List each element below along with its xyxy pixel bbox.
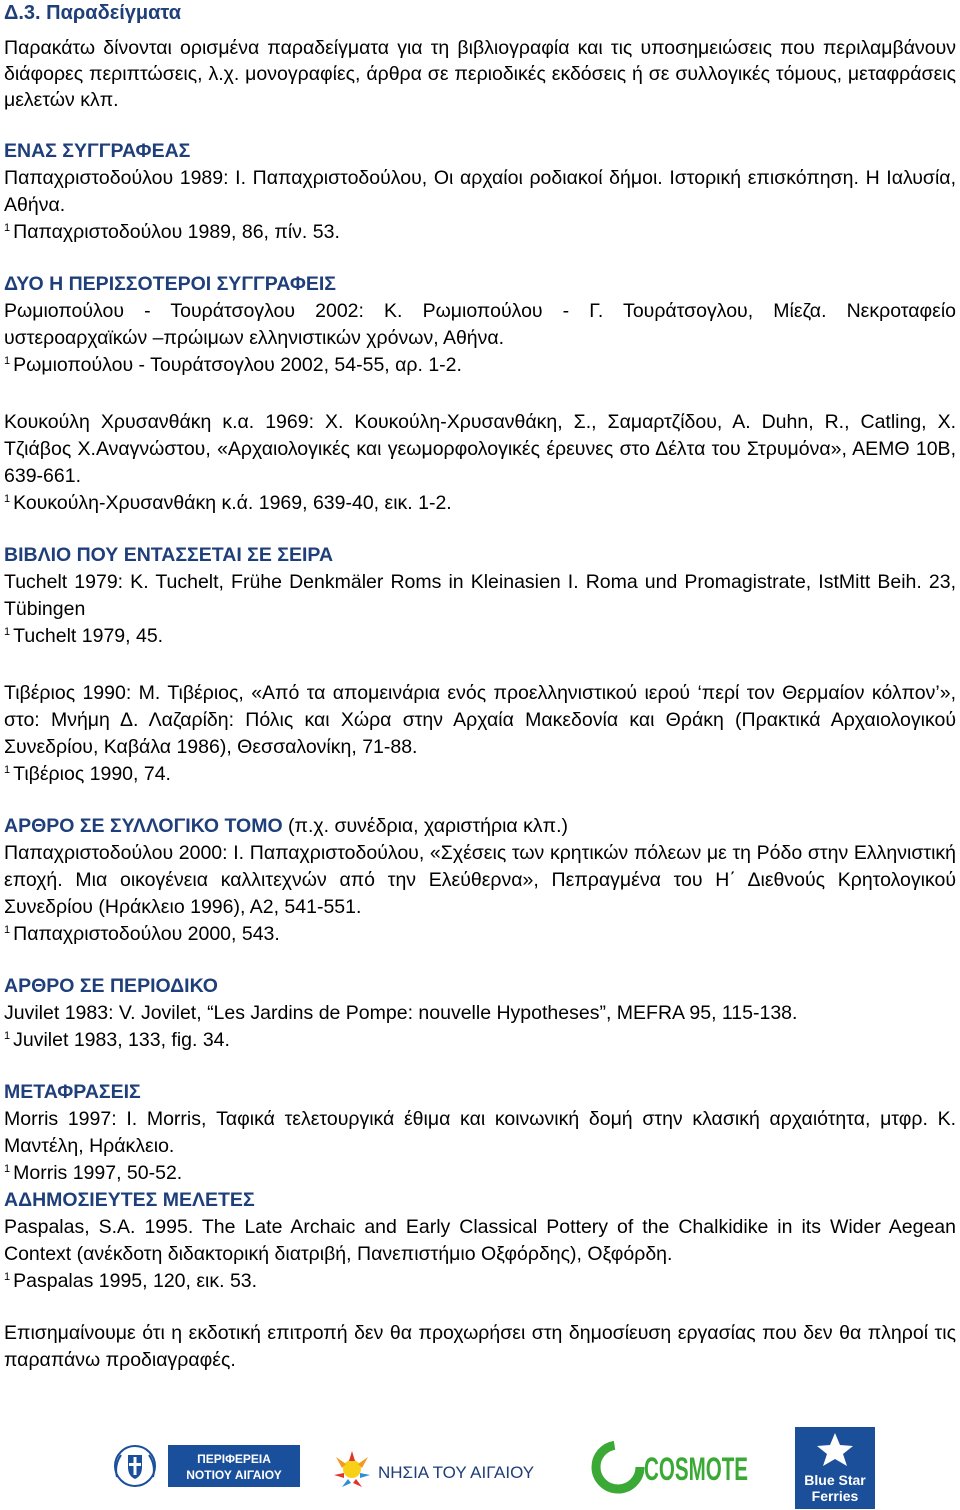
section-heading: ΜΕΤΑΦΡΑΣΕΙΣ — [4, 1081, 141, 1103]
footnote-text: Tuchelt 1979, 45. — [13, 625, 164, 647]
document-body — [4, 0, 956, 1374]
footnote-example — [4, 921, 956, 948]
section-heading: ΔΥΟ Η ΠΕΡΙΣΣΟΤΕΡΟΙ ΣΥΓΓΡΑΦΕΙΣ — [4, 273, 337, 295]
footnote-example — [4, 352, 956, 379]
logo-blue-star-ferries — [795, 1427, 875, 1509]
footnote-mark: 1 — [4, 1030, 11, 1042]
section-unpublished — [4, 1187, 956, 1295]
sponsor-logos — [0, 1425, 960, 1510]
footnote-mark: 1 — [4, 1271, 11, 1283]
section-heading: ΑΔΗΜΟΣΙΕΥΤΕΣ ΜΕΛΕΤΕΣ — [4, 1189, 255, 1211]
logo-line1: Blue Star — [804, 1472, 866, 1488]
page-title: Δ.3. Παραδείγματα — [4, 2, 182, 24]
footnote-mark: 1 — [4, 355, 11, 367]
bibliography-entry: Tuchelt 1979: K. Tuchelt, Frühe Denkmäler Roms in Kleinasien I. Roma und Promagistrate, IstMitt Beih. 23, Tübingen — [4, 571, 956, 620]
section-heading-line — [4, 813, 956, 840]
footnote-example — [4, 1160, 956, 1187]
logo-nisia-tou-aigaiou — [330, 1437, 535, 1497]
section-one-author — [4, 138, 956, 246]
bibliography-entry: Κουκούλη Χρυσανθάκη κ.α. 1969: Χ. Κουκούλη-Χρυσανθάκη, Σ., Σαμαρτζίδου, Α. Duhn, R., Catling, Χ. Τζιάβος Χ.Αναγνώστου, «Αρχαιολογικές και γεωμορφολογικές έρευνες στο Δέλτα του Στρυμόνα», ΑΕΜΘ 10Β, 639-661. — [4, 411, 956, 487]
logo-periferia-notiou-aigaiou — [100, 1437, 330, 1495]
intro-paragraph: Παρακάτω δίνονται ορισμένα παραδείγματα για τη βιβλιογραφία και τις υποσημειώσεις που περιλαμβάνουν διάφορες περιπτώσεις, λ.χ. μονογραφίες, άρθρα σε περιοδικές εκδόσεις ή σε συλλογικές τόμους, μεταφράσεις μελετών κλπ. — [4, 37, 956, 111]
logo-cosmote — [590, 1435, 750, 1500]
section-translations — [4, 1079, 956, 1187]
footnote-text: Morris 1997, 50-52. — [13, 1162, 183, 1184]
footnote-mark: 1 — [4, 222, 11, 234]
bibliography-entry: Paspalas, S.A. 1995. The Late Archaic and Early Classical Pottery of the Chalkidike in its Wider Aegean Context (ανέκδοτη διδακτορική διατριβή, Πανεπιστήμιο Οξφόρδης), Οξφόρδη. — [4, 1216, 956, 1265]
footnote-mark: 1 — [4, 626, 11, 638]
footnote-example — [4, 1027, 956, 1054]
footnote-text: Τιβέριος 1990, 74. — [13, 763, 171, 785]
footnote-example — [4, 1268, 956, 1295]
bibliography-entry: Morris 1997: I. Morris, Ταφικά τελετουργικά έθιμα και κοινωνική δομή στην κλασική αρχαιότητα, μτφρ. Κ. Μαντέλη, Ηράκλειο. — [4, 1108, 956, 1157]
footnote-text: Ρωμιοπούλου - Τουράτσογλου 2002, 54-55, αρ. 1-2. — [13, 354, 462, 376]
section-multi-author — [4, 271, 956, 517]
footnote-example — [4, 219, 956, 246]
footnote-mark: 1 — [4, 924, 11, 936]
footnote-mark: 1 — [4, 493, 11, 505]
logo-text: COSMOTE — [644, 1451, 748, 1487]
bibliography-entry: Ρωμιοπούλου - Τουράτσογλου 2002: Κ. Ρωμιοπούλου - Γ. Τουράτσογλου, Μίεζα. Νεκροταφείο υστεροαρχαϊκών –πρώιμων ελληνιστικών χρόνων, Αθήνα. — [4, 300, 956, 349]
logo-line2: Ferries — [811, 1488, 859, 1504]
logo-line2: ΝΟΤΙΟΥ ΑΙΓΑΙΟΥ — [186, 1468, 282, 1482]
section-heading: ΕΝΑΣ ΣΥΓΓΡΑΦΕΑΣ — [4, 140, 191, 162]
sun-icon — [334, 1451, 370, 1487]
footnote-mark: 1 — [4, 764, 11, 776]
bibliography-entry: Παπαχριστοδούλου 2000: Ι. Παπαχριστοδούλου, «Σχέσεις των κρητικών πόλεων με τη Ρόδο στην Ελληνιστική εποχή. Μια οικογένεια καλλιτεχνών από την Ελεύθερνα», Πεπραγμένα του Η΄ Διεθνούς Κρητολογικού Συνεδρίου (Ηράκλειο 1996), Α2, 541-551. — [4, 842, 956, 918]
footnote-example — [4, 623, 956, 650]
logo-text: ΝΗΣΙΑ ΤΟΥ ΑΙΓΑΙΟΥ — [378, 1463, 535, 1482]
footnote-text: Juvilet 1983, 133, fig. 34. — [13, 1029, 230, 1051]
footnote-text: Παπαχριστοδούλου 2000, 543. — [13, 923, 280, 945]
footnote-mark: 1 — [4, 1163, 11, 1175]
footnote-text: Κουκούλη-Χρυσανθάκη κ.ά. 1969, 639-40, εικ. 1-2. — [13, 492, 452, 514]
section-heading: ΑΡΘΡΟ ΣΕ ΣΥΛΛΟΓΙΚΟ ΤΟΜΟ — [4, 815, 283, 837]
section-heading: ΑΡΘΡΟ ΣΕ ΠΕΡΙΟΔΙΚΟ — [4, 975, 218, 997]
logo-line1: ΠΕΡΙΦΕΡΕΙΑ — [197, 1452, 271, 1466]
footnote-example — [4, 490, 956, 517]
greek-state-emblem-icon — [115, 1446, 155, 1486]
section-series — [4, 542, 956, 788]
footnote-text: Παπαχριστοδούλου 1989, 86, πίν. 53. — [13, 221, 340, 243]
bibliography-entry: Παπαχριστοδούλου 1989: Ι. Παπαχριστοδούλου, Οι αρχαίοι ροδιακοί δήμοι. Ιστορική επισκόπηση. Η Ιαλυσία, Αθήνα. — [4, 167, 956, 216]
footnote-text: Paspalas 1995, 120, εικ. 53. — [13, 1270, 258, 1292]
section-periodical — [4, 973, 956, 1054]
section-heading: ΒΙΒΛΙΟ ΠΟΥ ΕΝΤΑΣΣΕΤΑΙ ΣΕ ΣΕΙΡΑ — [4, 544, 334, 566]
bibliography-entry: Juvilet 1983: V. Jovilet, “Les Jardins de Pompe: nouvelle Hypotheses”, MEFRA 95, 115-138. — [4, 1002, 798, 1024]
bibliography-entry: Τιβέριος 1990: Μ. Τιβέριος, «Από τα απομεινάρια ενός προελληνιστικού ιερού ‘περί τον Θερμαίον κόλπον’», στο: Μνήμη Δ. Λαζαρίδη: Πόλις και Χώρα στην Αρχαία Μακεδονία και Θράκη (Πρακτικά Αρχαιολογικού Συνεδρίου, Καβάλα 1986), Θεσσαλονίκη, 71-88. — [4, 682, 956, 758]
footnote-example — [4, 761, 956, 788]
closing-note: Επισημαίνουμε ότι η εκδοτική επιτροπή δεν θα προχωρήσει στη δημοσίευση εργασίας που δεν θα πληροί τις παραπάνω προδιαγραφές. — [4, 1322, 956, 1371]
section-heading-note: (π.χ. συνέδρια, χαριστήρια κλπ.) — [282, 815, 568, 837]
section-collective-volume — [4, 813, 956, 948]
